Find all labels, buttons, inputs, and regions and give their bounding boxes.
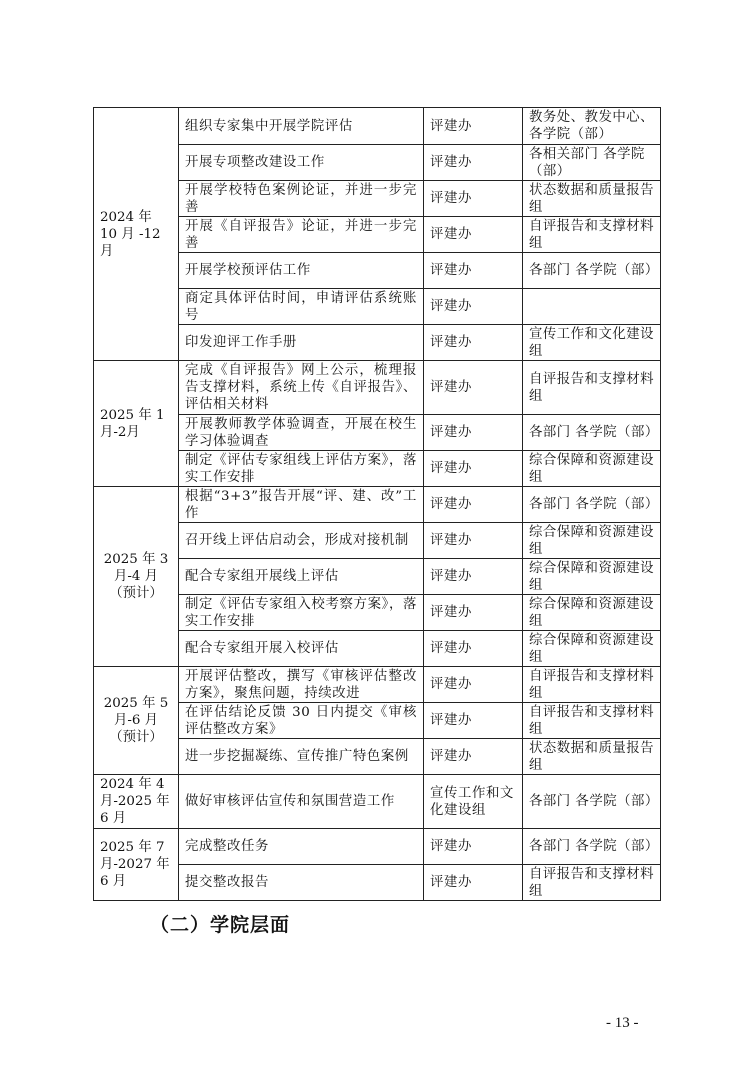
task-cell: 制定《评估专家组线上评估方案》，落实工作安排 (179, 451, 424, 487)
task-cell: 提交整改报告 (179, 865, 424, 901)
lead-cell: 宣传工作和文化建设组 (424, 775, 523, 829)
period-cell: 2025 年 7 月-2027 年 6 月 (94, 829, 179, 901)
lead-cell: 评建办 (424, 145, 523, 181)
table-row (94, 829, 661, 865)
table-row (94, 595, 661, 631)
cooperate-cell: 教务处、教发中心、各学院（部） (523, 108, 661, 145)
table-row (94, 181, 661, 217)
task-cell: 开展评估整改，撰写《审核评估整改方案》，聚焦问题，持续改进 (179, 667, 424, 703)
task-cell: 组织专家集中开展学院评估 (179, 108, 424, 145)
lead-cell: 评建办 (424, 829, 523, 865)
cooperate-cell: 宣传工作和文化建设组 (523, 325, 661, 361)
lead-cell: 评建办 (424, 631, 523, 667)
lead-cell: 评建办 (424, 487, 523, 523)
cooperate-cell: 各部门 各学院（部） (523, 415, 661, 451)
lead-cell: 评建办 (424, 181, 523, 217)
table-row (94, 253, 661, 289)
cooperate-cell: 综合保障和资源建设组 (523, 595, 661, 631)
cooperate-cell: 状态数据和质量报告组 (523, 739, 661, 775)
lead-cell: 评建办 (424, 361, 523, 415)
cooperate-cell: 各部门 各学院（部） (523, 775, 661, 829)
lead-cell: 评建办 (424, 325, 523, 361)
task-cell: 在评估结论反馈 30 日内提交《审核评估整改方案》 (179, 703, 424, 739)
lead-cell: 评建办 (424, 703, 523, 739)
table-row (94, 523, 661, 559)
cooperate-cell: 状态数据和质量报告组 (523, 181, 661, 217)
task-cell: 根据“3+3”报告开展“评、建、改”工作 (179, 487, 424, 523)
lead-cell: 评建办 (424, 739, 523, 775)
table-row (94, 667, 661, 703)
table-row (94, 217, 661, 253)
lead-cell: 评建办 (424, 289, 523, 325)
lead-cell: 评建办 (424, 253, 523, 289)
task-cell: 开展学校特色案例论证，并进一步完善 (179, 181, 424, 217)
cooperate-cell: 各相关部门 各学院（部） (523, 145, 661, 181)
section-title: （二）学院层面 (150, 914, 291, 936)
cooperate-cell: 各部门 各学院（部） (523, 829, 661, 865)
task-cell: 商定具体评估时间，申请评估系统账号 (179, 289, 424, 325)
table-row (94, 108, 661, 145)
task-cell: 配合专家组开展线上评估 (179, 559, 424, 595)
page-number: - 13 - (606, 1015, 639, 1031)
task-cell: 召开线上评估启动会，形成对接机制 (179, 523, 424, 559)
table-row (94, 487, 661, 523)
table-row (94, 361, 661, 415)
cooperate-cell: 自评报告和支撑材料组 (523, 361, 661, 415)
cooperate-cell: 自评报告和支撑材料组 (523, 667, 661, 703)
cooperate-cell: 综合保障和资源建设组 (523, 523, 661, 559)
table-row (94, 289, 661, 325)
table-row (94, 559, 661, 595)
task-cell: 开展专项整改建设工作 (179, 145, 424, 181)
lead-cell: 评建办 (424, 217, 523, 253)
cooperate-cell: 综合保障和资源建设组 (523, 559, 661, 595)
table-row (94, 865, 661, 901)
lead-cell: 评建办 (424, 108, 523, 145)
table-row (94, 451, 661, 487)
cooperate-cell: 综合保障和资源建设组 (523, 451, 661, 487)
period-cell: 2025 年 3 月-4 月 （预计） (94, 487, 179, 667)
task-cell: 配合专家组开展入校评估 (179, 631, 424, 667)
period-cell: 2024 年 4 月-2025 年 6 月 (94, 775, 179, 829)
period-cell: 2025 年 1月-2月 (94, 361, 179, 487)
lead-cell: 评建办 (424, 415, 523, 451)
table-row (94, 145, 661, 181)
task-cell: 进一步挖掘凝练、宣传推广特色案例 (179, 739, 424, 775)
task-cell: 印发迎评工作手册 (179, 325, 424, 361)
cooperate-cell: 自评报告和支撑材料组 (523, 865, 661, 901)
cooperate-cell: 自评报告和支撑材料组 (523, 217, 661, 253)
schedule-table (93, 107, 661, 901)
table-row (94, 325, 661, 361)
lead-cell: 评建办 (424, 667, 523, 703)
lead-cell: 评建办 (424, 451, 523, 487)
cooperate-cell (523, 289, 661, 325)
task-cell: 做好审核评估宣传和氛围营造工作 (179, 775, 424, 829)
table-row (94, 703, 661, 739)
period-cell: 2024 年 10 月 -12 月 (94, 108, 179, 361)
lead-cell: 评建办 (424, 523, 523, 559)
table-row (94, 775, 661, 829)
table-row (94, 631, 661, 667)
table-row (94, 739, 661, 775)
lead-cell: 评建办 (424, 865, 523, 901)
cooperate-cell: 各部门 各学院（部） (523, 487, 661, 523)
task-cell: 开展《自评报告》论证，并进一步完善 (179, 217, 424, 253)
cooperate-cell: 综合保障和资源建设组 (523, 631, 661, 667)
period-cell: 2025 年 5 月-6 月 （预计） (94, 667, 179, 775)
lead-cell: 评建办 (424, 559, 523, 595)
task-cell: 完成整改任务 (179, 829, 424, 865)
task-cell: 开展学校预评估工作 (179, 253, 424, 289)
cooperate-cell: 自评报告和支撑材料组 (523, 703, 661, 739)
lead-cell: 评建办 (424, 595, 523, 631)
table-row (94, 415, 661, 451)
task-cell: 制定《评估专家组入校考察方案》，落实工作安排 (179, 595, 424, 631)
task-cell: 开展教师教学体验调查，开展在校生学习体验调查 (179, 415, 424, 451)
task-cell: 完成《自评报告》网上公示，梳理报告支撑材料，系统上传《自评报告》、评估相关材料 (179, 361, 424, 415)
cooperate-cell: 各部门 各学院（部） (523, 253, 661, 289)
